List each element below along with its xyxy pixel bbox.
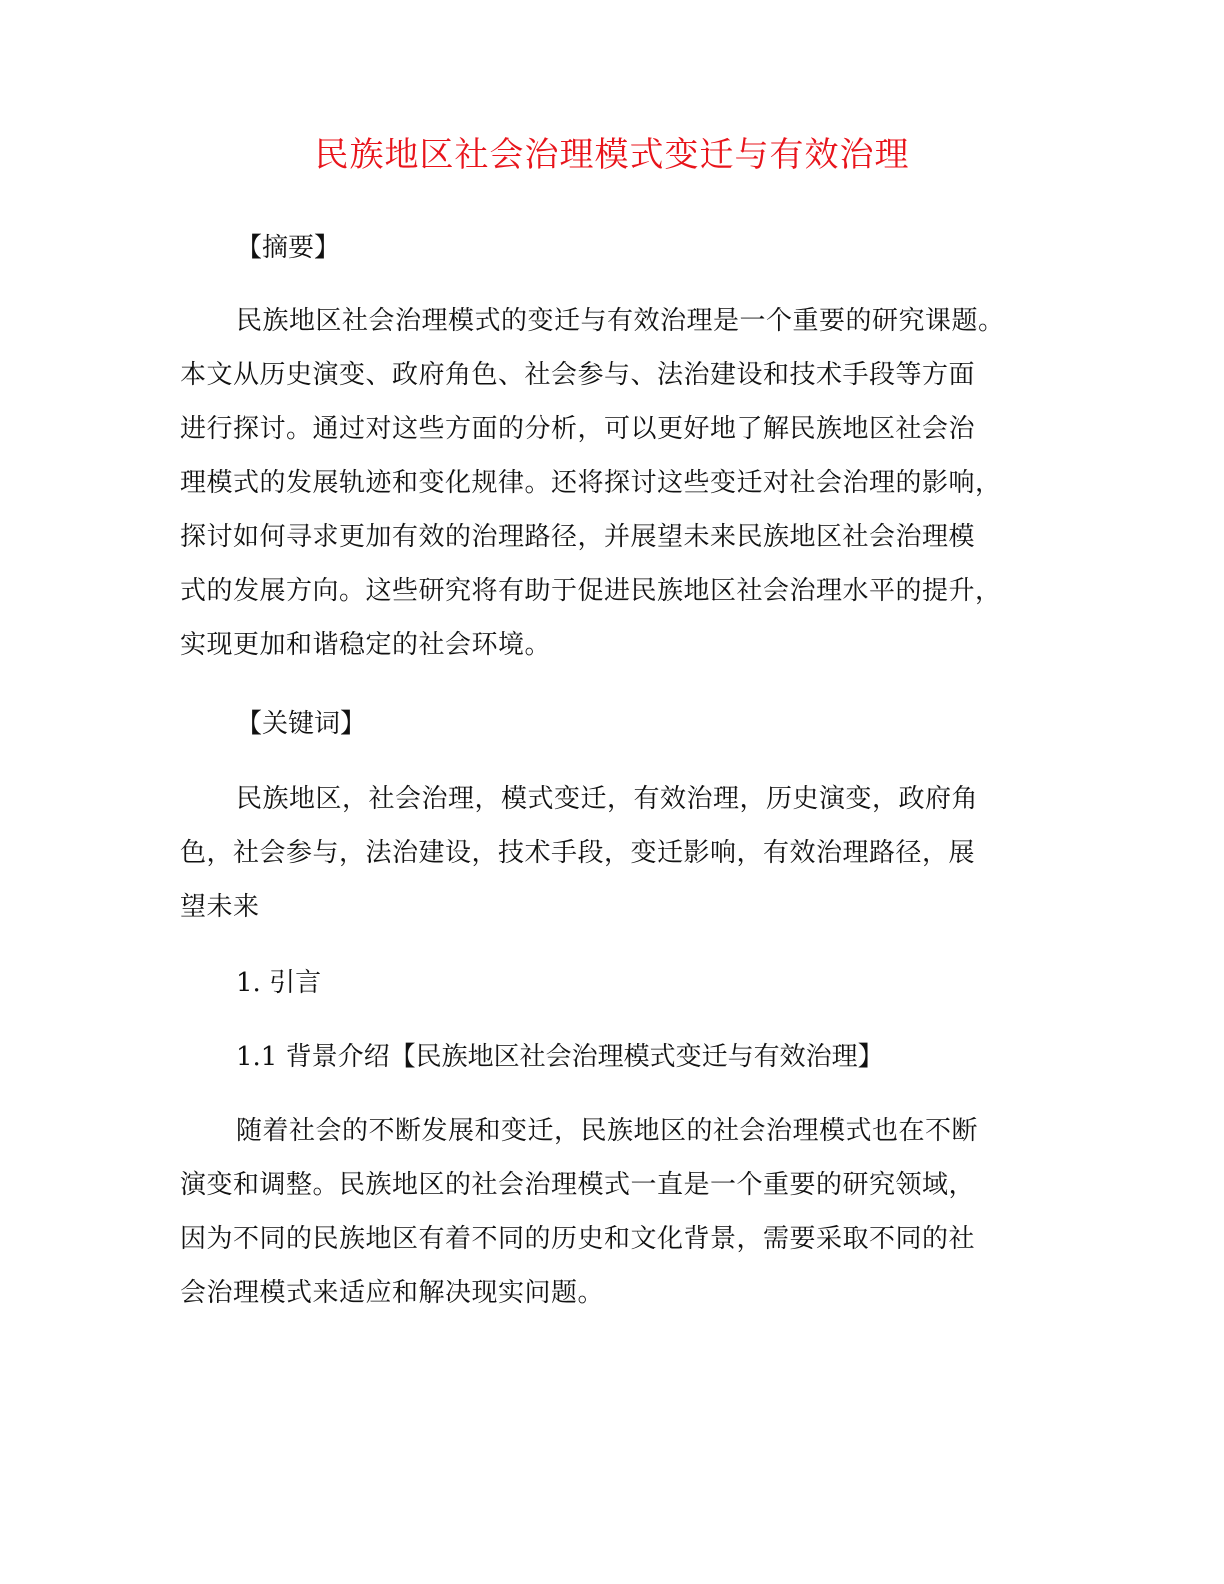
abstract-line: 本文从历史演变、政府角色、社会参与、法治建设和技术手段等方面 — [180, 360, 976, 390]
abstract-paragraph — [180, 301, 1060, 679]
abstract-line: 式的发展方向。这些研究将有助于促进民族地区社会治理水平的提升， — [180, 576, 1002, 606]
keywords-paragraph — [180, 779, 1060, 941]
abstract-line: 探讨如何寻求更加有效的治理路径，并展望未来民族地区社会治理模 — [180, 522, 976, 552]
keywords-line: 色，社会参与，法治建设，技术手段，变迁影响，有效治理路径，展 — [180, 838, 976, 868]
abstract-line: 进行探讨。通过对这些方面的分析，可以更好地了解民族地区社会治 — [180, 414, 976, 444]
section-1-heading: 1. 引言 — [236, 968, 322, 998]
document-title: 民族地区社会治理模式变迁与有效治理 — [314, 135, 910, 175]
keywords-heading: 【关键词】 — [236, 709, 367, 739]
background-paragraph — [180, 1111, 1060, 1327]
section-1-1-heading: 1.1 背景介绍【民族地区社会治理模式变迁与有效治理】 — [236, 1042, 884, 1072]
keywords-line: 望未来 — [180, 892, 260, 922]
abstract-line: 实现更加和谐稳定的社会环境。 — [180, 630, 552, 660]
background-line: 随着社会的不断发展和变迁，民族地区的社会治理模式也在不断 — [236, 1116, 979, 1146]
background-line: 因为不同的民族地区有着不同的历史和文化背景，需要采取不同的社 — [180, 1224, 976, 1254]
background-line: 演变和调整。民族地区的社会治理模式一直是一个重要的研究领域， — [180, 1170, 976, 1200]
background-line: 会治理模式来适应和解决现实问题。 — [180, 1278, 605, 1308]
abstract-heading: 【摘要】 — [236, 233, 341, 263]
abstract-line: 理模式的发展轨迹和变化规律。还将探讨这些变迁对社会治理的影响， — [180, 468, 1002, 498]
abstract-line: 民族地区社会治理模式的变迁与有效治理是一个重要的研究课题。 — [236, 306, 1005, 336]
keywords-line: 民族地区，社会治理，模式变迁，有效治理，历史演变，政府角 — [236, 784, 979, 814]
